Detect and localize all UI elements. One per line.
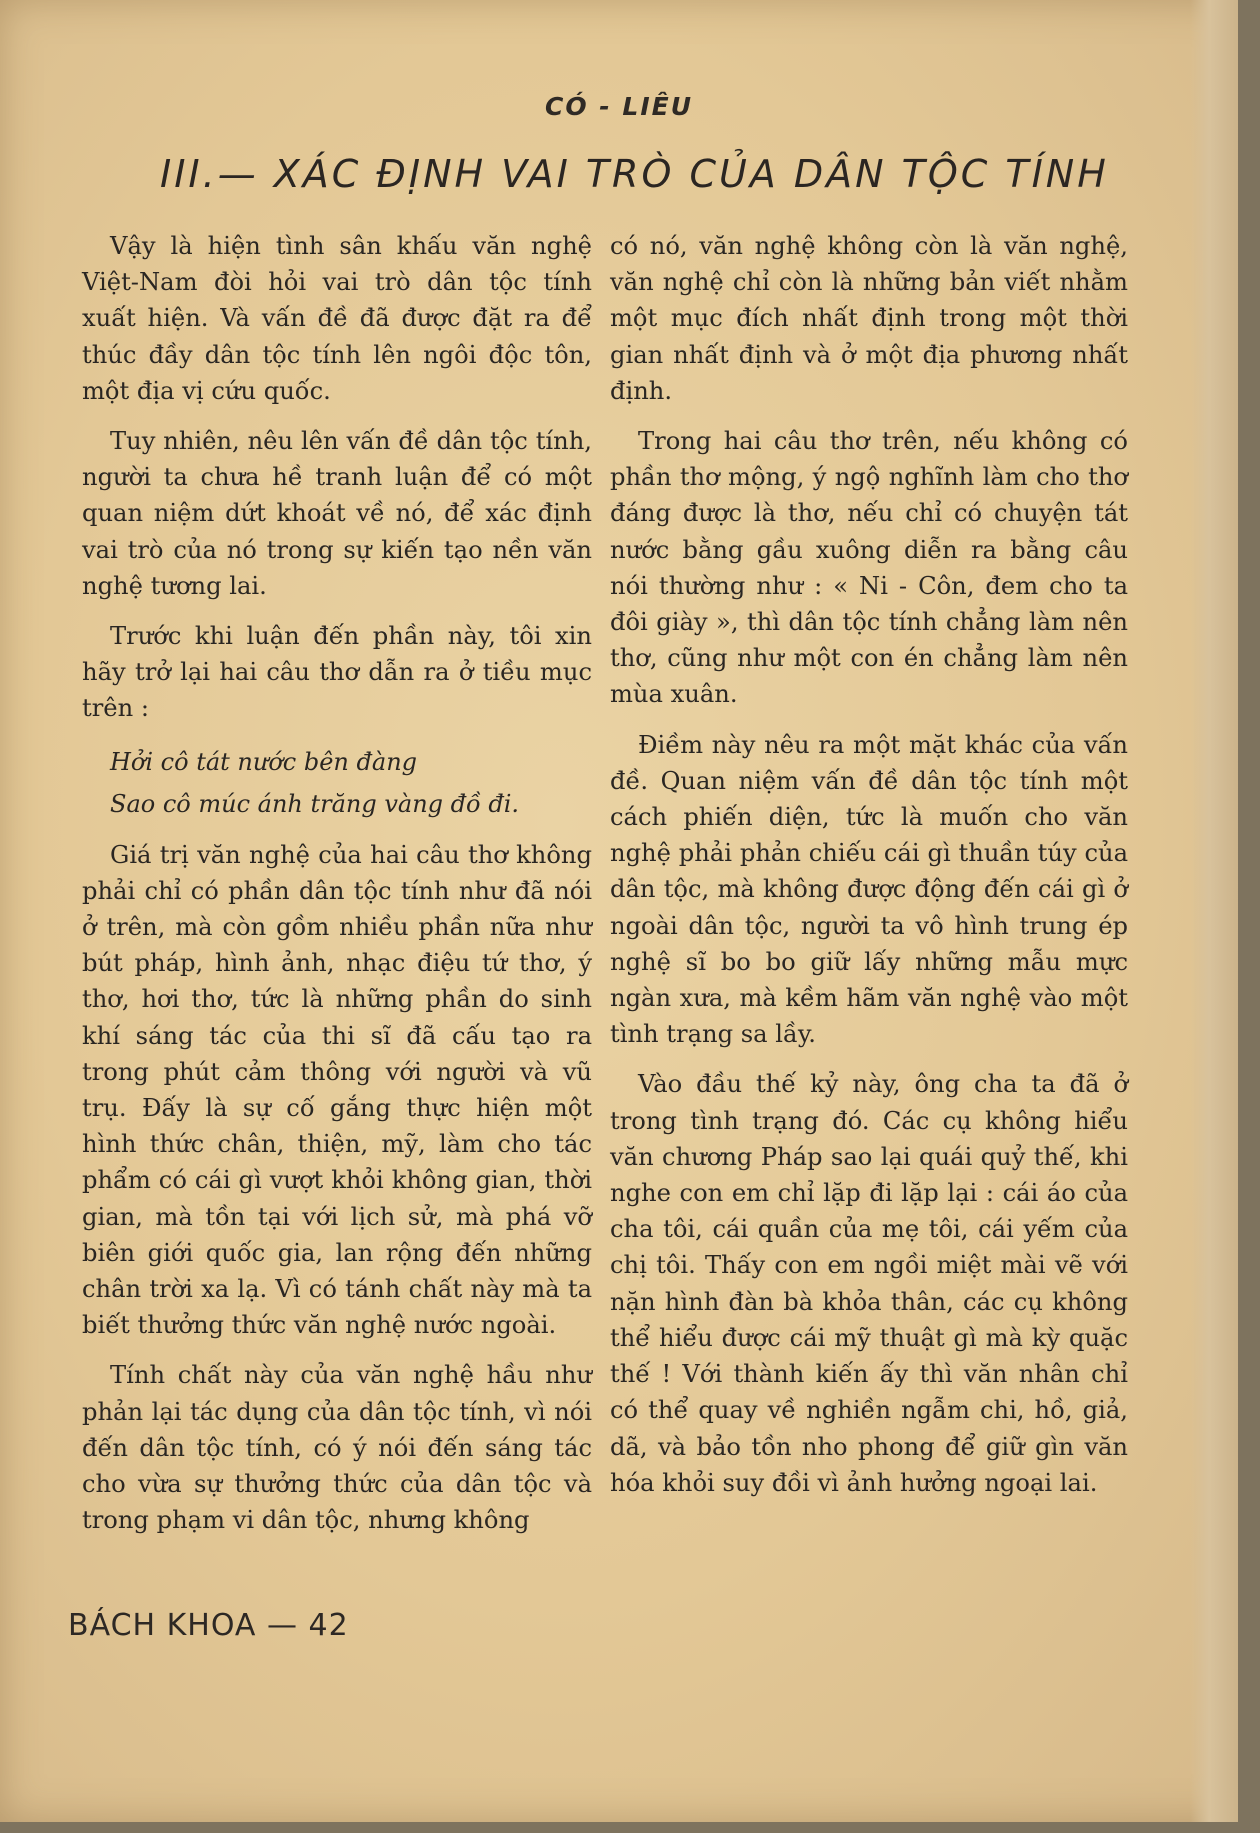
left-paragraph-5: Tính chất này của văn nghệ hầu như phản lại tác dụng của dân tộc tính, vì nói đến dân tộc tính, có ý nói đến sáng tác cho vừa sự thưởng thức của dân tộc và trong phạm vi dân tộc, nhưng không <box>82 1361 592 1535</box>
left-paragraph-1: Vậy là hiện tình sân khấu văn nghệ Việt-Nam đòi hỏi vai trò dân tộc tính xuất hiện. Và vấn đề đã được đặt ra để thúc đầy dân tộc tính lên ngôi độc tôn, một địa vị cứu quốc. <box>82 232 592 405</box>
right-paragraph-4: Vào đầu thế kỷ này, ông cha ta đã ở trong tình trạng đó. Các cụ không hiểu văn chương Pháp sao lại quái quỷ thế, khi nghe con em chỉ lặp đi lặp lại : cái áo của cha tôi, cái quần của mẹ tôi, cái yếm của chị tôi. Thấy con em ngồi miệt mài vẽ với nặn hình đàn bà khỏa thân, các cụ không thể hiểu được cái mỹ thuật gì mà kỳ quặc thế ! Với thành kiến ấy thì văn nhân chỉ có thể quay về nghiền ngẫm chi, hồ, giả, dã, và bảo tồn nho phong để giữ gìn văn hóa khỏi suy đồi vì ảnh hưởng ngoại lai. <box>610 1070 1128 1497</box>
left-paragraph-3: Trước khi luận đến phần này, tôi xin hãy trở lại hai câu thơ dẫn ra ở tiều mục trên : <box>82 622 592 723</box>
left-paragraph-4: Giá trị văn nghệ của hai câu thơ không phải chỉ có phần dân tộc tính như đã nói ở trên, mà còn gồm nhiều phần nữa như bút pháp, hình ảnh, nhạc điệu tứ thơ, ý thơ, hơi thơ, tức là những phần do sinh khí sáng tác của thi sĩ đã cấu tạo ra trong phút cảm thông với người và vũ trụ. Đấy là sự cố gắng thực hiện một hình thức chân, thiện, mỹ, làm cho tác phẩm có cái gì vượt khỏi không gian, thời gian, mà tồn tại với lịch sử, mà phá vỡ biên giới quốc gia, lan rộng đến những chân trời xa lạ. Vì có tánh chất này mà ta biết thưởng thức văn nghệ nước ngoài. <box>82 840 592 1340</box>
running-head: CÓ - LIÊU <box>545 92 693 121</box>
section-title: III.— XÁC ĐỊNH VAI TRÒ CỦA DÂN TỘC TÍNH <box>160 152 1109 196</box>
left-column <box>82 228 592 1553</box>
right-column <box>610 228 1128 1515</box>
right-paragraph-3: Điềm này nêu ra một mặt khác của vấn đề. Quan niệm vấn đề dân tộc tính một cách phiến diện, tức là muốn cho văn nghệ phải phản chiếu cái gì thuần túy của dân tộc, mà không được động đến cái gì ở ngoài dân tộc, người ta vô hình trung ép nghệ sĩ bo bo giữ lấy những mẫu mực ngàn xưa, mà kềm hãm văn nghệ vào một tình trạng sa lầy. <box>610 730 1128 1049</box>
verse-line-1: Hởi cô tát nước bên đàng <box>110 747 418 776</box>
right-paragraph-1: có nó, văn nghệ không còn là văn nghệ, văn nghệ chỉ còn là những bản viết nhằm một mục đích nhất định trong một thời gian nhất định và ở một địa phương nhất định. <box>610 232 1128 405</box>
left-paragraph-2: Tuy nhiên, nêu lên vấn đề dân tộc tính, người ta chưa hề tranh luận để có một quan niệm dứt khoát về nó, để xác định vai trò của nó trong sự kiến tạo nền văn nghệ tương lai. <box>82 427 592 600</box>
page-footer: BÁCH KHOA — 42 <box>68 1608 349 1643</box>
right-paragraph-2: Trong hai câu thơ trên, nếu không có phần thơ mộng, ý ngộ nghĩnh làm cho thơ đáng được là thơ, nếu chỉ có chuyện tát nước bằng gầu xuông diễn ra bằng câu nói thường như : « Ni - Côn, đem cho ta đôi giày », thì dân tộc tính chẳng làm nên thơ, cũng như một con én chẳng làm nên mùa xuân. <box>610 427 1128 709</box>
verse-line-2: Sao cô múc ánh trăng vàng đồ đi. <box>110 789 520 818</box>
verse-quote <box>82 741 592 825</box>
page-edge <box>1190 0 1238 1822</box>
